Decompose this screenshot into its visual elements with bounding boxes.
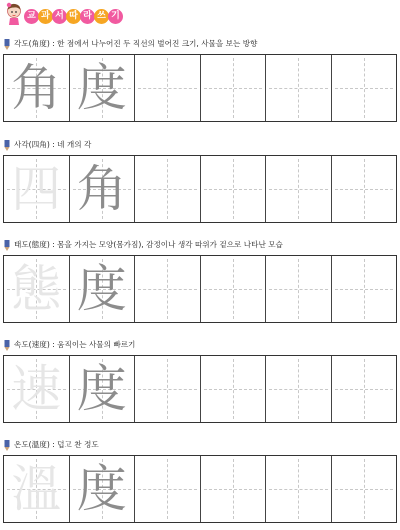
writing-grid xyxy=(3,255,397,323)
logo-syllable: 쓰 xyxy=(94,9,109,24)
pencil-icon xyxy=(3,440,11,451)
model-character xyxy=(201,456,266,522)
writing-cell[interactable] xyxy=(70,456,136,522)
logo-syllable: 서 xyxy=(52,9,67,24)
logo-syllable: 과 xyxy=(38,9,53,24)
writing-cell[interactable] xyxy=(266,256,332,322)
model-character xyxy=(135,55,200,121)
logo-syllable: 기 xyxy=(108,9,123,24)
model-character: 角 xyxy=(11,59,62,117)
model-character: 速 xyxy=(11,360,62,418)
word-caption: 온도(溫度) : 덥고 찬 정도 xyxy=(3,438,99,452)
word-meaning: : 한 점에서 나누어진 두 직선의 벌어진 크기, 사물을 보는 방향 xyxy=(49,39,258,48)
word-meaning: : 덥고 찬 정도 xyxy=(49,440,99,449)
word-caption: 태도(態度) : 몸을 가지는 모양(몸가짐), 감정이나 생각 따위가 겉으로 나타난 모습 xyxy=(3,238,283,252)
logo-syllable: 교 xyxy=(24,9,39,24)
word-meaning: : 움직이는 사물의 빠르기 xyxy=(49,340,136,349)
writing-cell[interactable] xyxy=(135,456,201,522)
writing-cell[interactable] xyxy=(266,456,332,522)
word-caption: 사각(四角) : 네 개의 각 xyxy=(3,138,91,152)
writing-cell[interactable] xyxy=(4,256,70,322)
writing-cell[interactable] xyxy=(70,356,136,422)
model-character xyxy=(135,456,200,522)
word-hanja: 溫度 xyxy=(31,440,47,449)
writing-grid xyxy=(3,155,397,223)
word-hangul: 온도 xyxy=(14,440,29,449)
word-hanja: 角度 xyxy=(31,39,47,48)
model-character xyxy=(266,456,331,522)
logo xyxy=(6,2,126,28)
writing-cell[interactable] xyxy=(201,55,267,121)
writing-cell[interactable] xyxy=(201,456,267,522)
writing-cell[interactable] xyxy=(332,256,397,322)
model-character xyxy=(201,156,266,222)
word-caption: 각도(角度) : 한 점에서 나누어진 두 직선의 벌어진 크기, 사물을 보는 방향 xyxy=(3,37,257,51)
pencil-icon xyxy=(3,140,11,151)
model-character xyxy=(201,356,266,422)
writing-cell[interactable] xyxy=(135,55,201,121)
writing-cell[interactable] xyxy=(266,356,332,422)
writing-cell[interactable] xyxy=(201,156,267,222)
writing-grid xyxy=(3,54,397,122)
word-meaning: : 네 개의 각 xyxy=(49,140,92,149)
word-caption: 속도(速度) : 움직이는 사물의 빠르기 xyxy=(3,338,135,352)
pencil-icon xyxy=(3,39,11,50)
writing-cell[interactable] xyxy=(266,156,332,222)
word-hangul: 사각 xyxy=(14,140,29,149)
model-character xyxy=(332,356,397,422)
model-character xyxy=(332,156,397,222)
model-character xyxy=(266,256,331,322)
writing-cell[interactable] xyxy=(4,156,70,222)
writing-cell[interactable] xyxy=(4,356,70,422)
word-hanja: 速度 xyxy=(31,340,47,349)
logo-syllable: 라 xyxy=(80,9,95,24)
pencil-icon xyxy=(3,240,11,251)
word-hanja: 四角 xyxy=(31,140,47,149)
model-character xyxy=(266,156,331,222)
model-character xyxy=(266,356,331,422)
logo-syllable: 따 xyxy=(66,9,81,24)
word-hangul: 속도 xyxy=(14,340,29,349)
writing-grid xyxy=(3,455,397,523)
model-character: 度 xyxy=(76,360,127,418)
writing-cell[interactable] xyxy=(332,456,397,522)
model-character: 溫 xyxy=(11,460,62,518)
word-hanja: 態度 xyxy=(31,240,47,249)
model-character: 角 xyxy=(76,160,127,218)
model-character xyxy=(332,256,397,322)
writing-cell[interactable] xyxy=(70,256,136,322)
writing-cell[interactable] xyxy=(332,156,397,222)
writing-cell[interactable] xyxy=(70,156,136,222)
model-character xyxy=(201,256,266,322)
model-character xyxy=(332,55,397,121)
model-character: 度 xyxy=(76,59,127,117)
word-hangul: 태도 xyxy=(14,240,29,249)
model-character xyxy=(332,456,397,522)
writing-cell[interactable] xyxy=(135,156,201,222)
model-character: 度 xyxy=(76,460,127,518)
writing-cell[interactable] xyxy=(4,55,70,121)
model-character xyxy=(135,156,200,222)
model-character xyxy=(135,356,200,422)
word-meaning: : 몸을 가지는 모양(몸가짐), 감정이나 생각 따위가 겉으로 나타난 모습 xyxy=(49,240,283,249)
model-character: 四 xyxy=(11,160,62,218)
writing-cell[interactable] xyxy=(135,356,201,422)
pencil-icon xyxy=(3,340,11,351)
writing-cell[interactable] xyxy=(201,356,267,422)
writing-cell[interactable] xyxy=(4,456,70,522)
writing-cell[interactable] xyxy=(135,256,201,322)
writing-cell[interactable] xyxy=(201,256,267,322)
word-hangul: 각도 xyxy=(14,39,29,48)
model-character xyxy=(266,55,331,121)
writing-cell[interactable] xyxy=(266,55,332,121)
writing-cell[interactable] xyxy=(332,55,397,121)
writing-grid xyxy=(3,355,397,423)
model-character xyxy=(135,256,200,322)
writing-cell[interactable] xyxy=(332,356,397,422)
model-character: 度 xyxy=(76,260,127,318)
model-character xyxy=(201,55,266,121)
logo-title xyxy=(24,9,122,24)
writing-cell[interactable] xyxy=(70,55,136,121)
model-character: 態 xyxy=(11,260,62,318)
